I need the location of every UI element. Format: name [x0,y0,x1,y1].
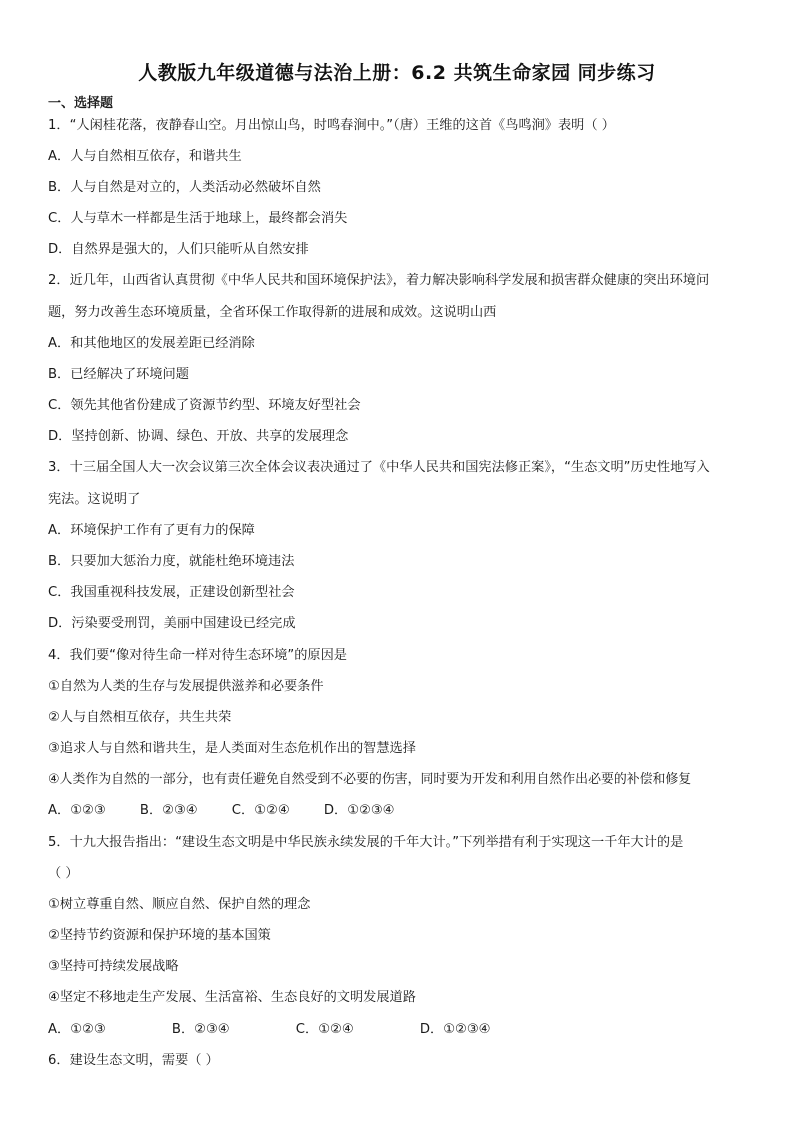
question-5-option-b: B．②③④ [171,1022,230,1037]
question-4-statement-4: ④人类作为自然的一部分，也有责任避免自然受到不必要的伤害，同时要为开发和利用自然作出必要的补偿和修复 [48,772,692,787]
question-3-stem-line-1: 3．十三届全国人大一次会议第三次全体会议表决通过了《中华人民共和国宪法修正案》，“生态文明”历史性地写入 [48,460,710,475]
question-2-option-b: B．已经解决了环境问题 [48,367,189,382]
question-4-stem: 4．我们要“像对待生命一样对待生态环境”的原因是 [48,648,347,663]
question-3-stem-line-2: 宪法。这说明了 [48,492,141,507]
question-4-statement-3: ③追求人与自然和谐共生，是人类面对生态危机作出的智慧选择 [48,741,416,756]
question-2-stem-line-1: 2．近几年，山西省认真贯彻《中华人民共和国环境保护法》，着力解决影响科学发展和损害群众健康的突出环境问 [48,273,710,288]
question-5-option-d: D．①②③④ [419,1022,491,1037]
question-5-statement-2: ②坚持节约资源和保护环境的基本国策 [48,928,271,943]
question-4-option-b: B．②③④ [139,803,198,818]
question-5-option-a: A．①②③ [48,1022,106,1037]
question-3-option-a: A．环境保护工作有了更有力的保障 [48,523,255,538]
question-1-option-b: B．人与自然是对立的，人类活动必然破坏自然 [48,180,321,195]
question-5-options [48,1021,758,1039]
question-1-option-d: D．自然界是强大的，人们只能听从自然安排 [48,242,309,257]
question-4-options [48,802,758,820]
question-1-option-a: A．人与自然相互依存，和谐共生 [48,149,242,164]
document-title: 人教版九年级道德与法治上册：6.2 共筑生命家园 同步练习 [138,62,656,84]
question-3-option-c: C．我国重视科技发展，正建设创新型社会 [48,585,295,600]
question-1-stem: 1．“人闲桂花落，夜静春山空。月出惊山鸟，时鸣春涧中。”（唐）王维的这首《鸟鸣涧》表明（ ） [48,118,615,133]
question-5-statement-1: ①树立尊重自然、顺应自然、保护自然的理念 [48,897,311,912]
question-3-option-b: B．只要加大惩治力度，就能杜绝环境违法 [48,554,295,569]
question-3-option-d: D．污染要受刑罚，美丽中国建设已经完成 [48,616,296,631]
question-2-option-a: A．和其他地区的发展差距已经消除 [48,336,255,351]
question-4-statement-2: ②人与自然相互依存，共生共荣 [48,710,232,725]
question-2-option-d: D．坚持创新、协调、绿色、开放、共享的发展理念 [48,429,349,444]
question-2-option-c: C．领先其他省份建成了资源节约型、环境友好型社会 [48,398,361,413]
question-1-option-c: C．人与草木一样都是生活于地球上，最终都会消失 [48,211,348,226]
question-6-stem: 6．建设生态文明，需要（ ） [48,1053,219,1068]
question-5-statement-3: ③坚持可持续发展战略 [48,959,179,974]
question-5-option-c: C．①②④ [295,1022,354,1037]
question-2-stem-line-2: 题，努力改善生态环境质量，全省环保工作取得新的进展和成效。这说明山西 [48,305,497,320]
question-5-statement-4: ④坚定不移地走生产发展、生活富裕、生态良好的文明发展道路 [48,990,416,1005]
question-4-statement-1: ①自然为人类的生存与发展提供滋养和必要条件 [48,679,324,694]
question-4-option-c: C．①②④ [231,803,290,818]
section-heading: 一、选择题 [48,96,114,111]
question-4-option-d: D．①②③④ [323,803,395,818]
question-5-stem-line-1: 5．十九大报告指出：“建设生态文明是中华民族永续发展的千年大计。”下列举措有利于实现这一千年大计的是 [48,835,684,850]
question-5-stem-line-2: （ ） [48,866,79,881]
question-4-option-a: A．①②③ [48,803,106,818]
